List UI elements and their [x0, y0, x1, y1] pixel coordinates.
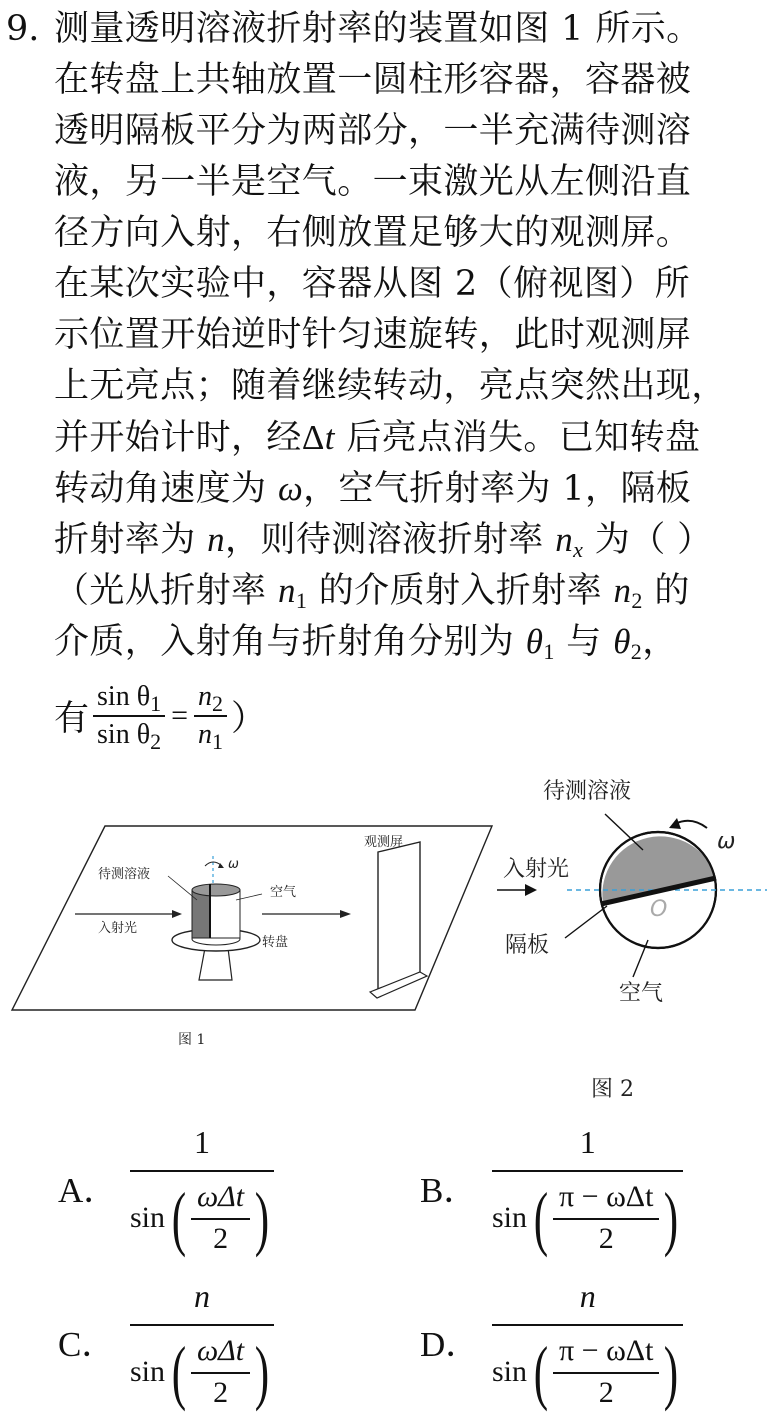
n2-subscript: 2 — [631, 588, 643, 613]
fig2-label-incident: 入射光 — [503, 857, 570, 882]
fig2-incident-arrowhead — [525, 884, 537, 896]
option-b-numerator: 1 — [579, 1124, 596, 1160]
line13-text-a: 介质，入射角与折射角分别为 — [54, 622, 526, 662]
option-d-sin: sin — [492, 1355, 528, 1388]
fig2-label-omega: ω — [717, 829, 736, 854]
option-b-letter: B． — [420, 1171, 479, 1210]
option-c-fraction — [130, 1272, 274, 1412]
fig2-rotation-arrowhead-icon — [669, 818, 681, 829]
option-c-numerator: n — [194, 1278, 211, 1314]
fig2-label-divider: 隔板 — [505, 933, 550, 958]
option-c-letter: C． — [58, 1325, 117, 1364]
n1-denominator-sub: 1 — [212, 729, 224, 754]
line12-text-a: （光从折射率 — [54, 571, 278, 611]
question-line-8: 上无亮点；随着继续转动，亮点突然出现， — [54, 366, 727, 406]
question-number: 9. — [6, 9, 40, 49]
container-air-half — [210, 890, 240, 938]
fig2-label-center: O — [650, 897, 668, 922]
fig1-label-turntable: 转盘 — [262, 935, 289, 950]
option-a[interactable] — [58, 1118, 274, 1258]
fig2-leader-solution — [605, 814, 643, 850]
line10-text-b: ，空气折射率为 1，隔板 — [303, 469, 692, 509]
fig1-caption: 图 1 — [178, 1032, 206, 1048]
option-b-sin: sin — [492, 1201, 528, 1234]
n1-symbol: n — [277, 571, 296, 610]
nx-symbol: n — [555, 520, 574, 559]
option-b-inner-den: 2 — [598, 1222, 614, 1255]
line12-text-b: 的介质射入折射率 — [307, 571, 614, 611]
question-line-9 — [54, 412, 700, 464]
theta2-symbol: θ — [613, 622, 631, 661]
question-line-5: 径方向入射，右侧放置足够大的观测屏。 — [54, 213, 692, 253]
fig2-label-solution: 待测溶液 — [543, 779, 632, 804]
index-ratio-fraction — [194, 681, 227, 754]
n-symbol: n — [207, 520, 226, 559]
option-d-denominator: sin ( $\frac{\text{π − ωΔt}}{2}$ ) — [492, 1332, 679, 1412]
option-a-numerator: 1 — [194, 1124, 211, 1160]
fig2-label-air: 空气 — [619, 981, 664, 1006]
sin-theta1-sub: 1 — [150, 691, 162, 716]
figure-2 — [495, 770, 771, 1110]
delta-symbol: Δ — [301, 418, 325, 457]
sin-theta1: sin θ — [97, 681, 151, 712]
question-line-3: 透明隔板平分为两部分，一半充满待测溶 — [54, 111, 692, 151]
n1-subscript: 1 — [295, 588, 308, 613]
line12-text-c: 的 — [642, 571, 690, 611]
option-c-inner-num: ωΔt — [191, 1332, 250, 1374]
sin-ratio-fraction — [93, 681, 165, 754]
option-d-letter: D． — [420, 1325, 481, 1364]
option-a-inner-num: ωΔt — [191, 1178, 250, 1220]
question-line-7: 示位置开始逆时针匀速旋转，此时观测屏 — [54, 315, 692, 355]
option-c-inner-den: 2 — [213, 1376, 229, 1409]
option-c-denominator: sin ( $\frac{\text{ωΔt}}{2}$ ) — [130, 1332, 270, 1412]
formula-prefix: 有 — [54, 699, 90, 739]
theta2-subscript: 2 — [630, 639, 643, 664]
line11-text-a: 折射率为 — [54, 520, 208, 560]
option-d-fraction — [492, 1272, 683, 1412]
line11-text-b: ，则待测溶液折射率 — [225, 520, 556, 560]
option-b[interactable] — [420, 1118, 683, 1258]
option-a-denominator: sin ( $\frac{\text{ωΔt}}{2}$ ) — [130, 1178, 270, 1258]
option-c[interactable] — [58, 1272, 274, 1412]
line9-text-a: 并开始计时，经 — [54, 418, 302, 458]
option-c-sin: sin — [130, 1355, 166, 1388]
option-d-numerator: n — [579, 1278, 596, 1314]
fig1-label-incident: 入射光 — [98, 921, 138, 936]
question-line-1: 测量透明溶液折射率的装置如图 1 所示。 — [54, 9, 702, 49]
snell-formula — [54, 676, 266, 756]
fig1-label-screen: 观测屏 — [364, 835, 404, 850]
formula-suffix: ） — [231, 699, 267, 739]
fig1-label-omega: ω — [228, 857, 239, 872]
n2-numerator-sub: 2 — [212, 691, 224, 716]
nx-subscript: x — [573, 537, 584, 562]
question-line-6: 在某次实验中，容器从图 2（俯视图）所 — [54, 264, 690, 304]
option-d[interactable] — [420, 1272, 683, 1412]
line9-text-b: 后亮点消失。已知转盘 — [334, 418, 701, 458]
turntable-stand — [199, 948, 232, 980]
container-solution-half — [192, 890, 210, 938]
option-b-fraction — [492, 1118, 683, 1258]
option-a-fraction — [130, 1118, 274, 1258]
line10-text-a: 转动角速度为 — [54, 469, 278, 509]
question-line-11 — [54, 514, 713, 566]
n2-symbol: n — [613, 571, 632, 610]
sin-theta2-sub: 2 — [150, 729, 162, 754]
option-d-inner-num: π − ωΔt — [553, 1332, 659, 1374]
option-a-inner-den: 2 — [213, 1222, 229, 1255]
theta1-symbol: θ — [525, 622, 544, 661]
question-line-13 — [54, 616, 678, 668]
figure-1 — [0, 820, 500, 1060]
line13-text-b: 与 — [554, 622, 614, 662]
question-line-12 — [54, 565, 690, 617]
option-b-denominator: sin ( $\frac{\text{π − ωΔt}}{2}$ ) — [492, 1178, 679, 1258]
fig2-caption: 图 2 — [591, 1077, 634, 1102]
line11-text-c: 为（ ） — [583, 520, 713, 560]
fig1-label-air: 空气 — [270, 885, 297, 900]
question-line-2: 在转盘上共轴放置一圆柱形容器，容器被 — [54, 60, 692, 100]
option-d-inner-den: 2 — [598, 1376, 614, 1409]
option-b-inner-num: π − ωΔt — [553, 1178, 659, 1220]
fig2-leader-divider — [565, 906, 607, 938]
equals-sign: = — [171, 699, 189, 732]
option-a-sin: sin — [130, 1201, 166, 1234]
question-line-4: 液，另一半是空气。一束激光从左侧沿直 — [54, 162, 692, 202]
fig1-label-solution: 待测溶液 — [98, 867, 151, 882]
option-a-letter: A． — [58, 1171, 119, 1210]
question-line-10 — [54, 463, 691, 515]
observation-screen — [378, 842, 420, 992]
container-top — [192, 884, 240, 896]
theta1-subscript: 1 — [543, 639, 555, 664]
line13-text-c: ， — [642, 622, 678, 662]
n1-denominator: n — [198, 719, 213, 750]
n2-numerator: n — [198, 681, 213, 712]
omega-symbol: ω — [277, 469, 304, 508]
sin-theta2: sin θ — [97, 719, 151, 750]
t-symbol: t — [324, 418, 335, 457]
